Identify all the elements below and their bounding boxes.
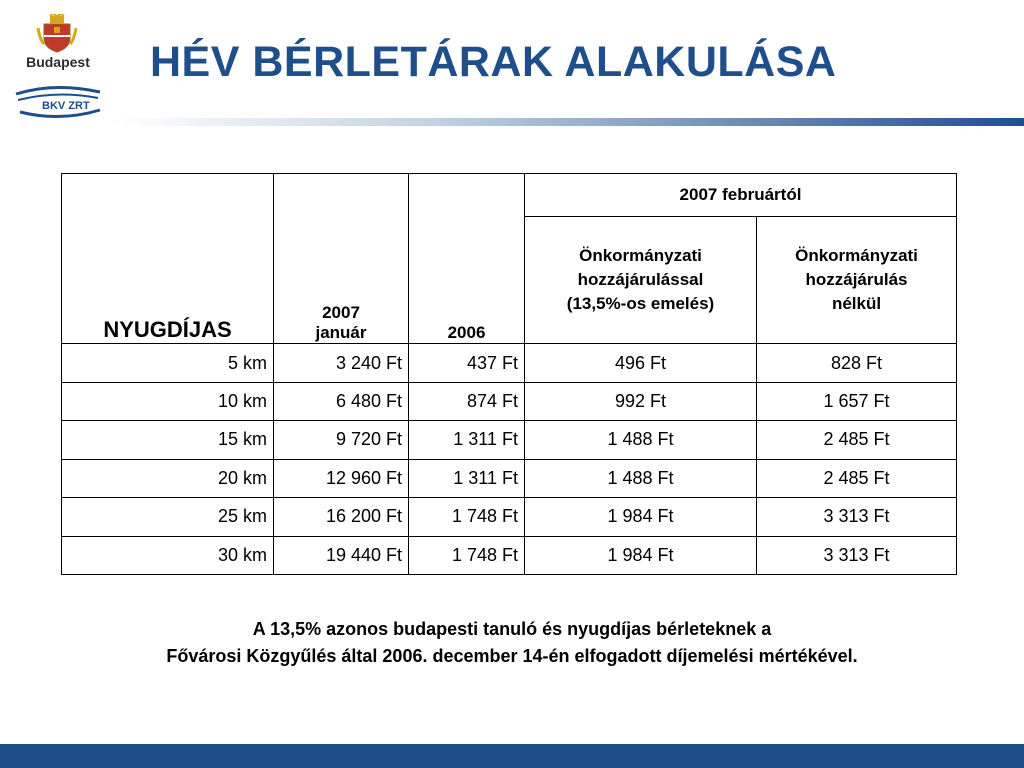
table-row bbox=[62, 536, 957, 575]
cell-without-subsidy: 2 485 Ft bbox=[757, 459, 957, 497]
logo-area bbox=[8, 10, 108, 120]
header-with-subsidy-line1: Önkormányzati bbox=[579, 246, 702, 266]
header-2006: 2006 bbox=[409, 174, 525, 344]
table-header-row bbox=[62, 174, 957, 217]
cell-2006: 874 Ft bbox=[409, 382, 525, 420]
cell-distance: 30 km bbox=[62, 536, 274, 575]
cell-jan-2007: 3 240 Ft bbox=[274, 344, 409, 382]
page-title: HÉV BÉRLETÁRAK ALAKULÁSA bbox=[150, 38, 837, 86]
header-jan-month: január bbox=[315, 323, 367, 343]
cell-without-subsidy: 828 Ft bbox=[757, 344, 957, 382]
header-without-subsidy-line3: nélkül bbox=[831, 294, 882, 314]
bkv-logo-icon bbox=[14, 82, 104, 122]
cell-jan-2007: 19 440 Ft bbox=[274, 536, 409, 575]
cell-distance: 5 km bbox=[62, 344, 274, 382]
cell-without-subsidy: 3 313 Ft bbox=[757, 498, 957, 536]
footer-bar bbox=[0, 744, 1024, 768]
cell-without-subsidy: 1 657 Ft bbox=[757, 382, 957, 420]
header-with-subsidy-line2: hozzájárulással bbox=[577, 270, 704, 290]
cell-distance: 25 km bbox=[62, 498, 274, 536]
cell-jan-2007: 9 720 Ft bbox=[274, 421, 409, 459]
cell-jan-2007: 12 960 Ft bbox=[274, 459, 409, 497]
table-row bbox=[62, 498, 957, 536]
header-feb-2007-group: 2007 februártól bbox=[525, 174, 957, 217]
cell-2006: 1 311 Ft bbox=[409, 421, 525, 459]
header-jan-year: 2007 bbox=[322, 303, 360, 323]
header-without-subsidy-line2: hozzájárulás bbox=[805, 270, 908, 290]
header-without-subsidy-line1: Önkormányzati bbox=[795, 246, 918, 266]
cell-with-subsidy: 496 Ft bbox=[525, 344, 757, 382]
table-row bbox=[62, 382, 957, 420]
cell-jan-2007: 6 480 Ft bbox=[274, 382, 409, 420]
footnote-line1: A 13,5% azonos budapesti tanuló és nyugdíjas bérleteknek a bbox=[252, 619, 772, 639]
cell-distance: 10 km bbox=[62, 382, 274, 420]
header-without-subsidy bbox=[757, 217, 957, 344]
table-row bbox=[62, 344, 957, 382]
fare-table bbox=[61, 173, 957, 575]
cell-without-subsidy: 3 313 Ft bbox=[757, 536, 957, 575]
title-divider bbox=[110, 118, 1024, 126]
cell-2006: 1 748 Ft bbox=[409, 498, 525, 536]
cell-2006: 1 311 Ft bbox=[409, 459, 525, 497]
budapest-coat-of-arms-icon bbox=[36, 14, 78, 54]
cell-without-subsidy: 2 485 Ft bbox=[757, 421, 957, 459]
header-category: NYUGDÍJAS bbox=[62, 174, 274, 344]
cell-distance: 15 km bbox=[62, 421, 274, 459]
cell-jan-2007: 16 200 Ft bbox=[274, 498, 409, 536]
header-with-subsidy-line3: (13,5%-os emelés) bbox=[566, 294, 715, 314]
bkv-logo-text: BKV ZRT bbox=[42, 100, 90, 112]
cell-2006: 1 748 Ft bbox=[409, 536, 525, 575]
cell-distance: 20 km bbox=[62, 459, 274, 497]
footnote-line2: Fővárosi Közgyűlés által 2006. december 14-én elfogadott díjemelési mértékével. bbox=[166, 646, 858, 666]
budapest-wordmark: Budapest bbox=[26, 54, 90, 70]
table-row bbox=[62, 459, 957, 497]
table-row bbox=[62, 421, 957, 459]
cell-with-subsidy: 1 488 Ft bbox=[525, 421, 757, 459]
cell-with-subsidy: 992 Ft bbox=[525, 382, 757, 420]
cell-2006: 437 Ft bbox=[409, 344, 525, 382]
cell-with-subsidy: 1 984 Ft bbox=[525, 536, 757, 575]
footnote bbox=[0, 616, 1024, 670]
cell-with-subsidy: 1 488 Ft bbox=[525, 459, 757, 497]
cell-with-subsidy: 1 984 Ft bbox=[525, 498, 757, 536]
header-with-subsidy bbox=[525, 217, 757, 344]
header-jan-2007 bbox=[274, 174, 409, 344]
